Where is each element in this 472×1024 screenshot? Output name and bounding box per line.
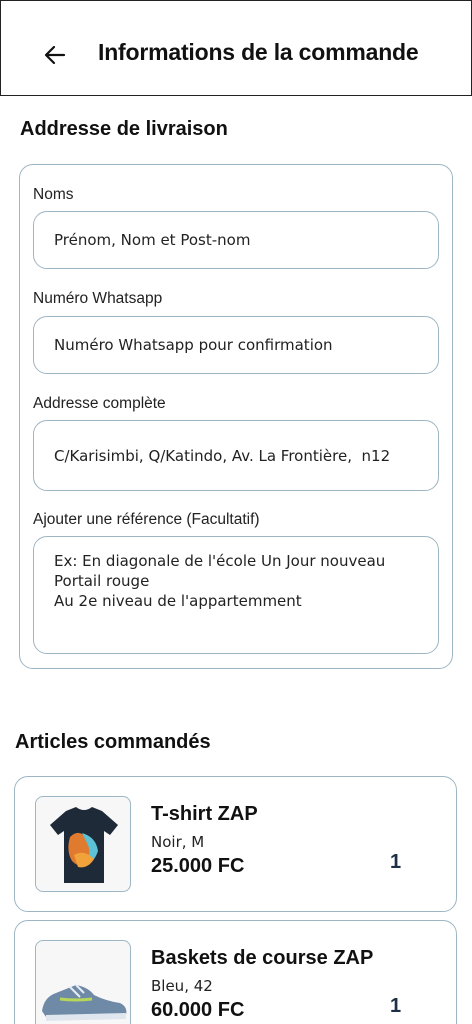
item-name: Baskets de course ZAP bbox=[151, 947, 374, 969]
reference-textarea[interactable] bbox=[33, 536, 439, 654]
item-price: 25.000 FC bbox=[151, 855, 245, 877]
item-name: T-shirt ZAP bbox=[151, 803, 258, 825]
reference-label: Ajouter une référence (Facultatif) bbox=[33, 511, 260, 528]
full-address-input[interactable] bbox=[33, 420, 439, 491]
delivery-address-title: Addresse de livraison bbox=[20, 118, 228, 140]
names-input[interactable] bbox=[33, 211, 439, 269]
app-header bbox=[0, 0, 472, 96]
whatsapp-label: Numéro Whatsapp bbox=[33, 290, 163, 307]
full-address-label: Addresse complète bbox=[33, 395, 166, 412]
item-quantity: 1 bbox=[390, 995, 402, 1017]
tshirt-image bbox=[35, 796, 131, 892]
item-quantity: 1 bbox=[390, 851, 402, 873]
item-variant: Bleu, 42 bbox=[151, 977, 213, 995]
ordered-items-title: Articles commandés bbox=[15, 731, 211, 753]
sneaker-image bbox=[35, 940, 131, 1024]
whatsapp-input[interactable] bbox=[33, 316, 439, 374]
arrow-left-icon bbox=[44, 45, 66, 65]
page-title: Informations de la commande bbox=[98, 39, 419, 65]
order-item-card[interactable] bbox=[14, 776, 457, 912]
item-price: 60.000 FC bbox=[151, 999, 245, 1021]
back-button[interactable] bbox=[37, 37, 73, 73]
item-variant: Noir, M bbox=[151, 833, 205, 851]
names-label: Noms bbox=[33, 186, 74, 203]
order-item-card[interactable] bbox=[14, 920, 457, 1024]
